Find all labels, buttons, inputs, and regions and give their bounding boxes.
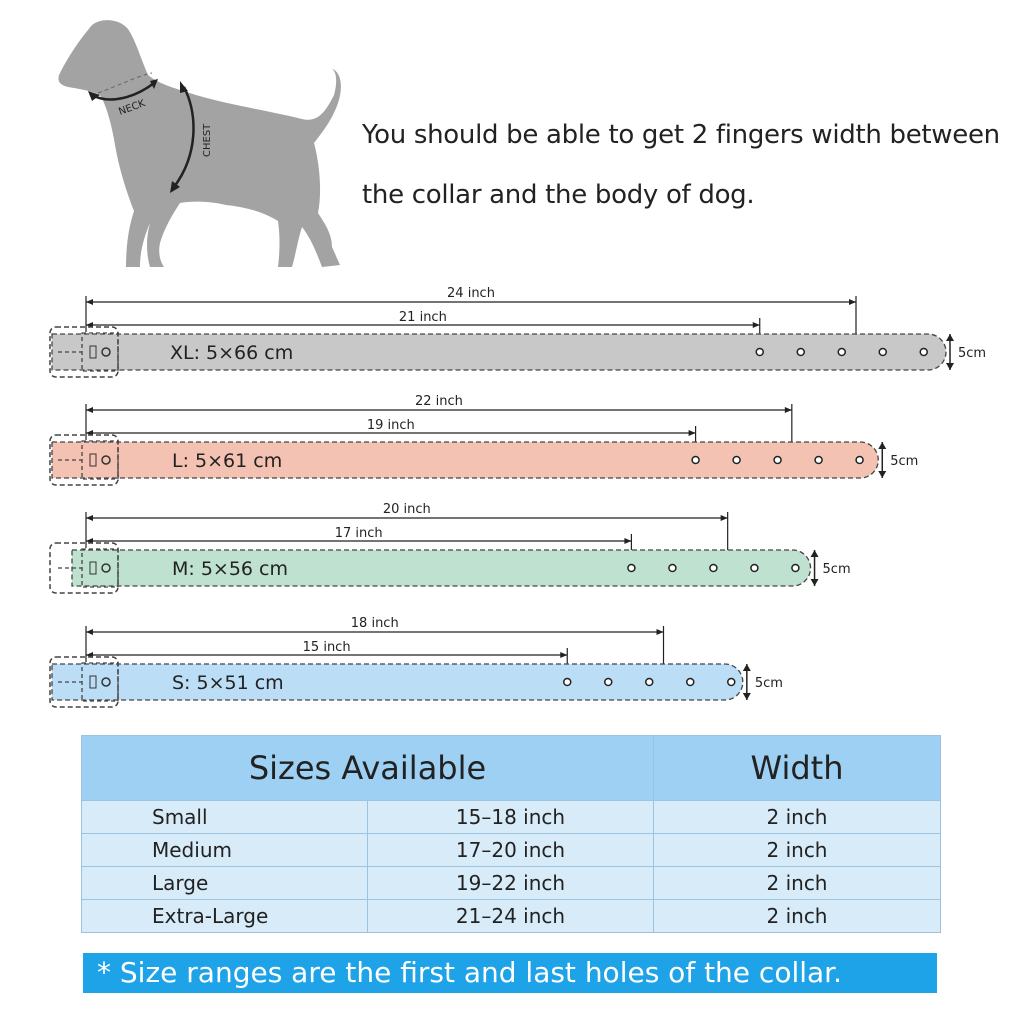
arrow-head-icon xyxy=(86,299,93,305)
collar-size-label: S: 5×51 cm xyxy=(172,672,284,694)
arrow-head-icon xyxy=(753,322,760,328)
first-hole-length-label: 19 inch xyxy=(366,418,415,433)
arrow-head-icon xyxy=(743,664,751,671)
first-hole-length-label: 17 inch xyxy=(334,526,383,541)
size-range-cell: 21–24 inch xyxy=(368,900,654,933)
collar-hole xyxy=(838,349,845,356)
collar-size-label: M: 5×56 cm xyxy=(172,558,289,580)
collar-hole xyxy=(605,679,612,686)
collar-2 xyxy=(50,394,918,485)
collar-hole xyxy=(797,349,804,356)
width-header: Width xyxy=(654,736,941,801)
collar-hole xyxy=(879,349,886,356)
table-row xyxy=(82,801,941,834)
width-cell: 2 inch xyxy=(654,867,941,900)
arrow-head-icon xyxy=(86,407,93,413)
last-hole-length-label: 24 inch xyxy=(447,286,495,301)
arrow-head-icon xyxy=(878,442,886,449)
arrow-head-icon xyxy=(849,299,856,305)
size-table xyxy=(81,735,941,933)
collar-1 xyxy=(50,286,986,377)
collar-hole xyxy=(756,349,763,356)
collar-size-label: L: 5×61 cm xyxy=(172,450,283,472)
arrow-head-icon xyxy=(946,363,954,370)
collar-hole xyxy=(856,457,863,464)
collar-hole xyxy=(815,457,822,464)
neck-label: NECK xyxy=(117,98,147,118)
collar-hole xyxy=(728,679,735,686)
collar-hole xyxy=(920,349,927,356)
collar-hole xyxy=(733,457,740,464)
collar-width-label: 5cm xyxy=(958,346,987,361)
first-hole-length-label: 21 inch xyxy=(398,310,447,325)
first-hole-length-label: 15 inch xyxy=(302,640,351,655)
width-cell: 2 inch xyxy=(654,801,941,834)
collar-hole xyxy=(628,565,635,572)
arrow-head-icon xyxy=(811,579,819,586)
arrow-head-icon xyxy=(86,629,93,635)
collar-hole xyxy=(792,565,799,572)
table-row xyxy=(82,834,941,867)
last-hole-length-label: 18 inch xyxy=(350,616,399,631)
size-range-footnote: * Size ranges are the first and last holes of the collar. xyxy=(83,953,937,993)
collar-4 xyxy=(50,616,783,707)
arrow-head-icon xyxy=(878,471,886,478)
last-hole-length-label: 22 inch xyxy=(414,394,463,409)
collar-hole xyxy=(710,565,717,572)
collar-hole xyxy=(669,565,676,572)
size-range-cell: 19–22 inch xyxy=(368,867,654,900)
collar-hole xyxy=(751,565,758,572)
collar-hole xyxy=(692,457,699,464)
arrow-head-icon xyxy=(86,515,93,521)
arrow-head-icon xyxy=(785,407,792,413)
size-name-cell: Small xyxy=(82,801,368,834)
table-row xyxy=(82,867,941,900)
collar-3 xyxy=(50,502,851,593)
collar-width-label: 5cm xyxy=(754,676,783,691)
table-row xyxy=(82,900,941,933)
fit-instruction-line-2: the collar and the body of dog. xyxy=(362,180,755,210)
arrow-head-icon xyxy=(560,652,567,658)
collar-width-label: 5cm xyxy=(822,562,851,577)
arrow-head-icon xyxy=(689,430,696,436)
collar-strap xyxy=(52,664,743,700)
collar-width-label: 5cm xyxy=(890,454,919,469)
fit-instruction-line-1: You should be able to get 2 fingers width between xyxy=(362,120,1000,150)
sizes-available-header: Sizes Available xyxy=(82,736,654,801)
arrow-head-icon xyxy=(811,550,819,557)
table-header-row xyxy=(82,736,941,801)
width-cell: 2 inch xyxy=(654,834,941,867)
collar-hole xyxy=(687,679,694,686)
arrow-head-icon xyxy=(657,629,664,635)
size-name-cell: Large xyxy=(82,867,368,900)
arrow-head-icon xyxy=(624,538,631,544)
collar-hole xyxy=(646,679,653,686)
width-cell: 2 inch xyxy=(654,900,941,933)
collar-hole xyxy=(774,457,781,464)
arrow-head-icon xyxy=(946,334,954,341)
arrow-head-icon xyxy=(721,515,728,521)
arrow-head-icon xyxy=(743,693,751,700)
size-name-cell: Medium xyxy=(82,834,368,867)
last-hole-length-label: 20 inch xyxy=(382,502,431,517)
collar-hole xyxy=(564,679,571,686)
collar-size-label: XL: 5×66 cm xyxy=(170,342,294,364)
size-range-cell: 17–20 inch xyxy=(368,834,654,867)
size-range-cell: 15–18 inch xyxy=(368,801,654,834)
size-name-cell: Extra-Large xyxy=(82,900,368,933)
chest-label: CHEST xyxy=(202,123,213,157)
